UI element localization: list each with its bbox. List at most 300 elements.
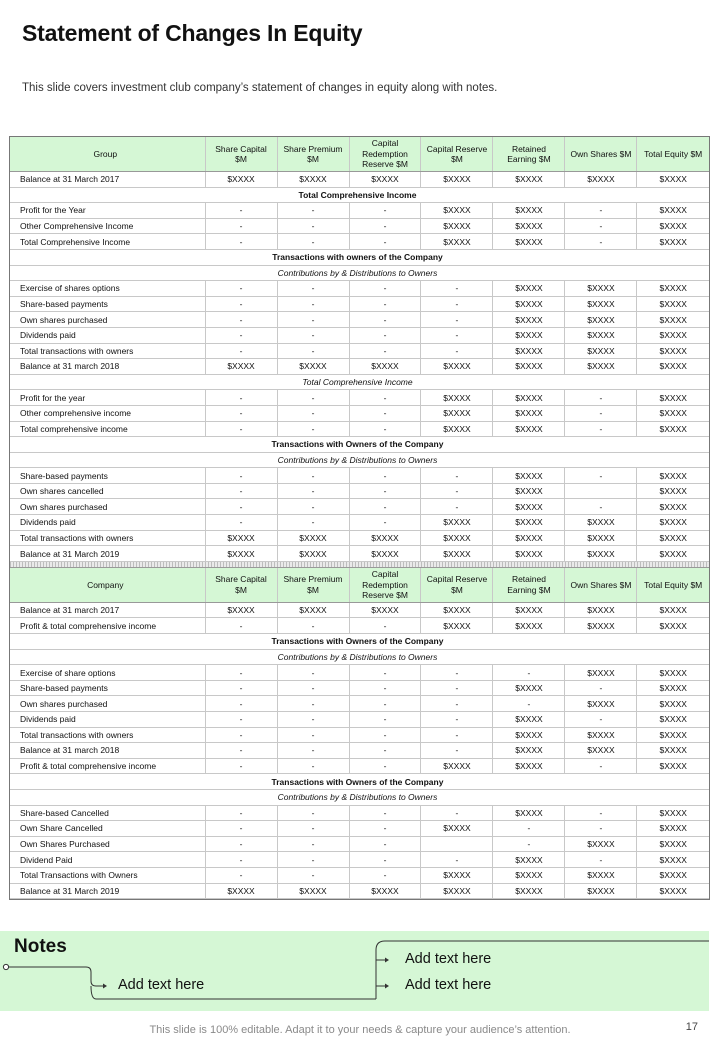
table-cell: $XXXX xyxy=(493,203,565,219)
table-cell: - xyxy=(349,665,421,681)
table-cell: - xyxy=(565,421,637,437)
table-cell: - xyxy=(565,805,637,821)
table-cell: $XXXX xyxy=(277,883,349,899)
table-cell: - xyxy=(565,821,637,837)
table-cell: $XXXX xyxy=(637,390,709,406)
table-cell: $XXXX xyxy=(637,821,709,837)
table-cell: - xyxy=(349,712,421,728)
table-cell: - xyxy=(349,758,421,774)
table-cell: $XXXX xyxy=(637,296,709,312)
table-cell: - xyxy=(277,680,349,696)
subsection-row xyxy=(10,265,709,281)
section-row xyxy=(10,187,709,203)
table-cell: - xyxy=(277,618,349,634)
table-cell: $XXXX xyxy=(637,234,709,250)
table-cell: - xyxy=(277,852,349,868)
table-cell xyxy=(421,836,493,852)
table-cell: - xyxy=(349,515,421,531)
table-cell: $XXXX xyxy=(637,883,709,899)
table-cell: $XXXX xyxy=(565,618,637,634)
table-cell: $XXXX xyxy=(637,203,709,219)
table-cell: - xyxy=(349,852,421,868)
section-row xyxy=(10,774,709,790)
group_table-header-row xyxy=(10,137,709,172)
table-cell: $XXXX xyxy=(205,359,277,375)
table-cell: - xyxy=(349,680,421,696)
table-cell: - xyxy=(277,296,349,312)
table-cell: $XXXX xyxy=(205,546,277,562)
table-cell: - xyxy=(277,821,349,837)
page-title: Statement of Changes In Equity xyxy=(22,20,363,46)
table-cell: - xyxy=(493,696,565,712)
column-header: Share Premium $M xyxy=(277,137,349,172)
table-cell: $XXXX xyxy=(493,234,565,250)
subsection-heading: Contributions by & Distributions to Owners xyxy=(10,789,709,805)
row-label: Balance at 31 march 2018 xyxy=(10,743,205,759)
table-cell: - xyxy=(349,727,421,743)
table-cell: $XXXX xyxy=(205,530,277,546)
table-row xyxy=(10,421,709,437)
table-cell: $XXXX xyxy=(421,234,493,250)
table-cell: - xyxy=(277,343,349,359)
table-cell: - xyxy=(277,727,349,743)
table-row xyxy=(10,821,709,837)
table-cell: $XXXX xyxy=(493,327,565,343)
table-row xyxy=(10,281,709,297)
table-cell: - xyxy=(205,343,277,359)
column-header: Share Capital $M xyxy=(205,137,277,172)
table-cell: - xyxy=(205,234,277,250)
table-cell: - xyxy=(205,327,277,343)
table-row xyxy=(10,712,709,728)
table-cell: $XXXX xyxy=(493,468,565,484)
column-header: Group xyxy=(10,137,205,172)
table-cell: $XXXX xyxy=(493,680,565,696)
table-cell: $XXXX xyxy=(493,758,565,774)
table-row xyxy=(10,359,709,375)
table-cell: - xyxy=(205,696,277,712)
table-cell: - xyxy=(349,499,421,515)
table-cell: - xyxy=(421,805,493,821)
table-cell: - xyxy=(277,327,349,343)
equity-table xyxy=(9,136,710,900)
table-cell: - xyxy=(277,743,349,759)
table-cell: $XXXX xyxy=(421,602,493,618)
table-cell: - xyxy=(205,852,277,868)
table-row xyxy=(10,327,709,343)
table-cell: $XXXX xyxy=(277,359,349,375)
page-subtitle: This slide covers investment club company’s statement of changes in equity along with notes. xyxy=(22,82,498,94)
table-cell: - xyxy=(205,312,277,328)
table-row xyxy=(10,602,709,618)
table-cell: - xyxy=(277,405,349,421)
table-cell: - xyxy=(565,712,637,728)
table-cell: $XXXX xyxy=(637,343,709,359)
table-cell: - xyxy=(205,805,277,821)
table-cell: - xyxy=(493,665,565,681)
column-header: Capital Redemption Reserve $M xyxy=(349,137,421,172)
table-cell: $XXXX xyxy=(565,296,637,312)
table-cell: - xyxy=(277,218,349,234)
column-header: Capital Reserve $M xyxy=(421,567,493,602)
table-cell: - xyxy=(277,712,349,728)
column-header: Total Equity $M xyxy=(637,137,709,172)
section-heading: Transactions with owners of the Company xyxy=(10,249,709,265)
table-cell: - xyxy=(421,468,493,484)
row-label: Balance at 31 March 2017 xyxy=(10,172,205,188)
table-cell: - xyxy=(421,680,493,696)
table-cell: - xyxy=(421,327,493,343)
table-cell: $XXXX xyxy=(493,343,565,359)
subsection-heading: Total Comprehensive Income xyxy=(10,374,709,390)
row-label: Balance at 31 march 2017 xyxy=(10,602,205,618)
table-cell: - xyxy=(349,867,421,883)
table-cell: - xyxy=(565,405,637,421)
table-cell: - xyxy=(205,680,277,696)
table-cell: - xyxy=(349,421,421,437)
row-label: Total Transactions with Owners xyxy=(10,867,205,883)
table-cell: $XXXX xyxy=(493,405,565,421)
page-number: 17 xyxy=(685,1021,698,1033)
table-cell: - xyxy=(205,712,277,728)
table-cell: - xyxy=(205,390,277,406)
table-cell: $XXXX xyxy=(493,712,565,728)
table-cell: - xyxy=(421,343,493,359)
table-cell: - xyxy=(421,727,493,743)
row-label: Balance at 31 March 2019 xyxy=(10,546,205,562)
table-cell: $XXXX xyxy=(349,530,421,546)
table-cell: $XXXX xyxy=(637,743,709,759)
table-cell: $XXXX xyxy=(493,805,565,821)
row-label: Own Share Cancelled xyxy=(10,821,205,837)
table-cell: $XXXX xyxy=(277,602,349,618)
table-cell: $XXXX xyxy=(637,468,709,484)
table-cell: $XXXX xyxy=(421,405,493,421)
row-label: Dividends paid xyxy=(10,712,205,728)
table-cell: - xyxy=(421,712,493,728)
section-row xyxy=(10,634,709,650)
table-cell: $XXXX xyxy=(637,546,709,562)
table-cell: - xyxy=(349,312,421,328)
note-right-bottom-text: Add text here xyxy=(405,977,492,993)
table-cell: $XXXX xyxy=(637,618,709,634)
table-cell: $XXXX xyxy=(637,359,709,375)
row-label: Profit & total comprehensive income xyxy=(10,758,205,774)
table-cell: - xyxy=(349,468,421,484)
table-cell: - xyxy=(277,665,349,681)
table-row xyxy=(10,203,709,219)
column-header: Capital Redemption Reserve $M xyxy=(349,567,421,602)
table-cell: - xyxy=(565,680,637,696)
table-cell: $XXXX xyxy=(421,883,493,899)
table-cell: $XXXX xyxy=(637,281,709,297)
table-cell: - xyxy=(205,405,277,421)
table-cell: - xyxy=(565,218,637,234)
table-cell: $XXXX xyxy=(565,696,637,712)
table-cell: - xyxy=(205,218,277,234)
table-cell: - xyxy=(349,343,421,359)
row-label: Other Comprehensive Income xyxy=(10,218,205,234)
table-cell: - xyxy=(205,515,277,531)
table-cell: - xyxy=(205,867,277,883)
table-cell: - xyxy=(205,499,277,515)
table-cell: - xyxy=(205,836,277,852)
row-label: Own shares cancelled xyxy=(10,483,205,499)
subsection-heading: Contributions by & Distributions to Owners xyxy=(10,265,709,281)
column-header: Capital Reserve $M xyxy=(421,137,493,172)
table-cell: $XXXX xyxy=(493,546,565,562)
note-left-text: Add text here xyxy=(118,977,205,993)
table-cell: $XXXX xyxy=(421,515,493,531)
column-header: Company xyxy=(10,567,205,602)
column-header: Own Shares $M xyxy=(565,137,637,172)
table-cell: $XXXX xyxy=(565,546,637,562)
row-label: Exercise of share options xyxy=(10,665,205,681)
table-cell: - xyxy=(277,312,349,328)
footer-text: This slide is 100% editable. Adapt it to your needs & capture your audience’s attention. xyxy=(149,1024,571,1036)
table-cell: $XXXX xyxy=(493,281,565,297)
row-label: Total Comprehensive Income xyxy=(10,234,205,250)
table-cell: $XXXX xyxy=(637,727,709,743)
note-right-top-text: Add text here xyxy=(405,951,492,967)
row-label: Share-based payments xyxy=(10,296,205,312)
table-cell: $XXXX xyxy=(637,499,709,515)
section-row xyxy=(10,437,709,453)
table-cell: - xyxy=(205,665,277,681)
table-row xyxy=(10,618,709,634)
table-row xyxy=(10,312,709,328)
table-cell: $XXXX xyxy=(493,359,565,375)
table-cell: - xyxy=(421,852,493,868)
table-cell: - xyxy=(565,468,637,484)
table-cell: $XXXX xyxy=(565,312,637,328)
table-cell: - xyxy=(349,281,421,297)
table-cell: - xyxy=(205,821,277,837)
table-cell: $XXXX xyxy=(205,172,277,188)
table-cell: $XXXX xyxy=(565,836,637,852)
table-cell: - xyxy=(277,390,349,406)
section-row xyxy=(10,249,709,265)
table-cell: - xyxy=(277,515,349,531)
table-cell: $XXXX xyxy=(637,602,709,618)
column-header: Own Shares $M xyxy=(565,567,637,602)
table-cell: - xyxy=(277,758,349,774)
table-cell: - xyxy=(349,821,421,837)
table-cell: $XXXX xyxy=(493,727,565,743)
table-cell: $XXXX xyxy=(493,296,565,312)
table-cell: $XXXX xyxy=(565,743,637,759)
table-cell: $XXXX xyxy=(421,172,493,188)
table-cell: - xyxy=(277,836,349,852)
table-cell: $XXXX xyxy=(637,712,709,728)
table-cell: $XXXX xyxy=(421,546,493,562)
table-row xyxy=(10,696,709,712)
table-cell: $XXXX xyxy=(637,515,709,531)
table-cell: - xyxy=(421,499,493,515)
row-label: Total transactions with owners xyxy=(10,727,205,743)
notes-connector xyxy=(0,931,709,1011)
column-header: Retained Earning $M xyxy=(493,137,565,172)
table-cell: $XXXX xyxy=(493,172,565,188)
table-cell: - xyxy=(421,743,493,759)
table-cell: $XXXX xyxy=(637,405,709,421)
table-cell: - xyxy=(349,405,421,421)
row-label: Total transactions with owners xyxy=(10,530,205,546)
subsection-heading: Contributions by & Distributions to Owners xyxy=(10,649,709,665)
table-cell: $XXXX xyxy=(349,602,421,618)
table-row xyxy=(10,483,709,499)
table-cell: $XXXX xyxy=(421,867,493,883)
table-row xyxy=(10,727,709,743)
table-cell: $XXXX xyxy=(277,546,349,562)
table-cell: $XXXX xyxy=(493,483,565,499)
table-cell: $XXXX xyxy=(421,618,493,634)
table-cell: $XXXX xyxy=(421,821,493,837)
table-cell: $XXXX xyxy=(493,883,565,899)
row-label: Own Shares Purchased xyxy=(10,836,205,852)
notes-title: Notes xyxy=(14,936,67,957)
row-label: Other comprehensive income xyxy=(10,405,205,421)
column-header: Retained Earning $M xyxy=(493,567,565,602)
table-cell: $XXXX xyxy=(277,530,349,546)
table-cell: $XXXX xyxy=(637,836,709,852)
table-cell: $XXXX xyxy=(349,546,421,562)
table-cell: - xyxy=(205,618,277,634)
subsection-row xyxy=(10,452,709,468)
table-row xyxy=(10,234,709,250)
row-label: Own shares purchased xyxy=(10,499,205,515)
row-label: Share-based payments xyxy=(10,680,205,696)
table-cell: $XXXX xyxy=(493,390,565,406)
table-cell: $XXXX xyxy=(493,852,565,868)
table-cell: $XXXX xyxy=(421,758,493,774)
row-label: Profit & total comprehensive income xyxy=(10,618,205,634)
row-label: Total transactions with owners xyxy=(10,343,205,359)
company_table-header-row xyxy=(10,567,709,602)
table-cell: - xyxy=(349,805,421,821)
table-cell: $XXXX xyxy=(637,218,709,234)
table-cell: - xyxy=(565,852,637,868)
table-cell: $XXXX xyxy=(637,805,709,821)
table-cell: - xyxy=(205,743,277,759)
table-cell: - xyxy=(277,234,349,250)
section-heading: Total Comprehensive Income xyxy=(10,187,709,203)
table-cell: $XXXX xyxy=(349,359,421,375)
table-cell: $XXXX xyxy=(565,883,637,899)
table-cell: $XXXX xyxy=(493,421,565,437)
row-label: Dividends paid xyxy=(10,327,205,343)
table-cell: $XXXX xyxy=(493,743,565,759)
table-cell: $XXXX xyxy=(637,312,709,328)
table-cell: $XXXX xyxy=(565,727,637,743)
section-heading: Transactions with Owners of the Company xyxy=(10,774,709,790)
table-cell: - xyxy=(277,281,349,297)
table-cell: - xyxy=(421,296,493,312)
table-cell: - xyxy=(349,618,421,634)
table-cell: $XXXX xyxy=(565,281,637,297)
table-cell: - xyxy=(565,234,637,250)
table-cell: - xyxy=(421,483,493,499)
table-cell: $XXXX xyxy=(493,618,565,634)
row-label: Share-based Cancelled xyxy=(10,805,205,821)
table-cell: - xyxy=(493,836,565,852)
table-cell: - xyxy=(277,805,349,821)
row-label: Profit for the Year xyxy=(10,203,205,219)
table-cell: $XXXX xyxy=(637,680,709,696)
table-cell: - xyxy=(349,483,421,499)
row-label: Own shares purchased xyxy=(10,312,205,328)
table-row xyxy=(10,530,709,546)
table-cell: - xyxy=(565,758,637,774)
table-cell: $XXXX xyxy=(349,883,421,899)
table-cell: $XXXX xyxy=(637,696,709,712)
table-cell: - xyxy=(277,203,349,219)
table-cell: - xyxy=(205,468,277,484)
table-cell: $XXXX xyxy=(421,218,493,234)
table-cell: - xyxy=(205,296,277,312)
subsection-row xyxy=(10,374,709,390)
table-cell: - xyxy=(205,281,277,297)
table-cell: $XXXX xyxy=(493,530,565,546)
row-label: Total comprehensive income xyxy=(10,421,205,437)
table-cell: - xyxy=(277,468,349,484)
table-cell: $XXXX xyxy=(637,421,709,437)
table-cell: - xyxy=(349,218,421,234)
section-heading: Transactions with Owners of the Company xyxy=(10,634,709,650)
table-cell: - xyxy=(421,696,493,712)
table-row xyxy=(10,172,709,188)
table-row xyxy=(10,680,709,696)
table-cell: - xyxy=(349,743,421,759)
table-cell: - xyxy=(421,281,493,297)
table-cell: - xyxy=(565,499,637,515)
table-cell: $XXXX xyxy=(277,172,349,188)
table-cell: - xyxy=(493,821,565,837)
table-cell: $XXXX xyxy=(637,327,709,343)
table-row xyxy=(10,405,709,421)
table-row xyxy=(10,867,709,883)
row-label: Profit for the year xyxy=(10,390,205,406)
table-cell: - xyxy=(205,421,277,437)
row-label: Balance at 31 march 2018 xyxy=(10,359,205,375)
column-header: Share Capital $M xyxy=(205,567,277,602)
table-cell xyxy=(565,483,637,499)
table-cell: - xyxy=(205,758,277,774)
row-label: Own shares purchased xyxy=(10,696,205,712)
row-label: Dividends paid xyxy=(10,515,205,531)
table-row xyxy=(10,499,709,515)
table-cell: - xyxy=(349,234,421,250)
table-cell: - xyxy=(349,390,421,406)
table-cell: - xyxy=(349,203,421,219)
table-cell: - xyxy=(349,836,421,852)
table-row xyxy=(10,805,709,821)
table-cell: - xyxy=(349,696,421,712)
row-label: Share-based payments xyxy=(10,468,205,484)
table-row xyxy=(10,546,709,562)
table-row xyxy=(10,390,709,406)
table-cell: $XXXX xyxy=(637,530,709,546)
table-row xyxy=(10,852,709,868)
table-row xyxy=(10,343,709,359)
table-cell: - xyxy=(421,312,493,328)
table-cell: $XXXX xyxy=(421,530,493,546)
table-cell: $XXXX xyxy=(421,421,493,437)
table-cell: $XXXX xyxy=(565,665,637,681)
table-cell: $XXXX xyxy=(493,515,565,531)
table-cell: $XXXX xyxy=(421,390,493,406)
subsection-heading: Contributions by & Distributions to Owners xyxy=(10,452,709,468)
